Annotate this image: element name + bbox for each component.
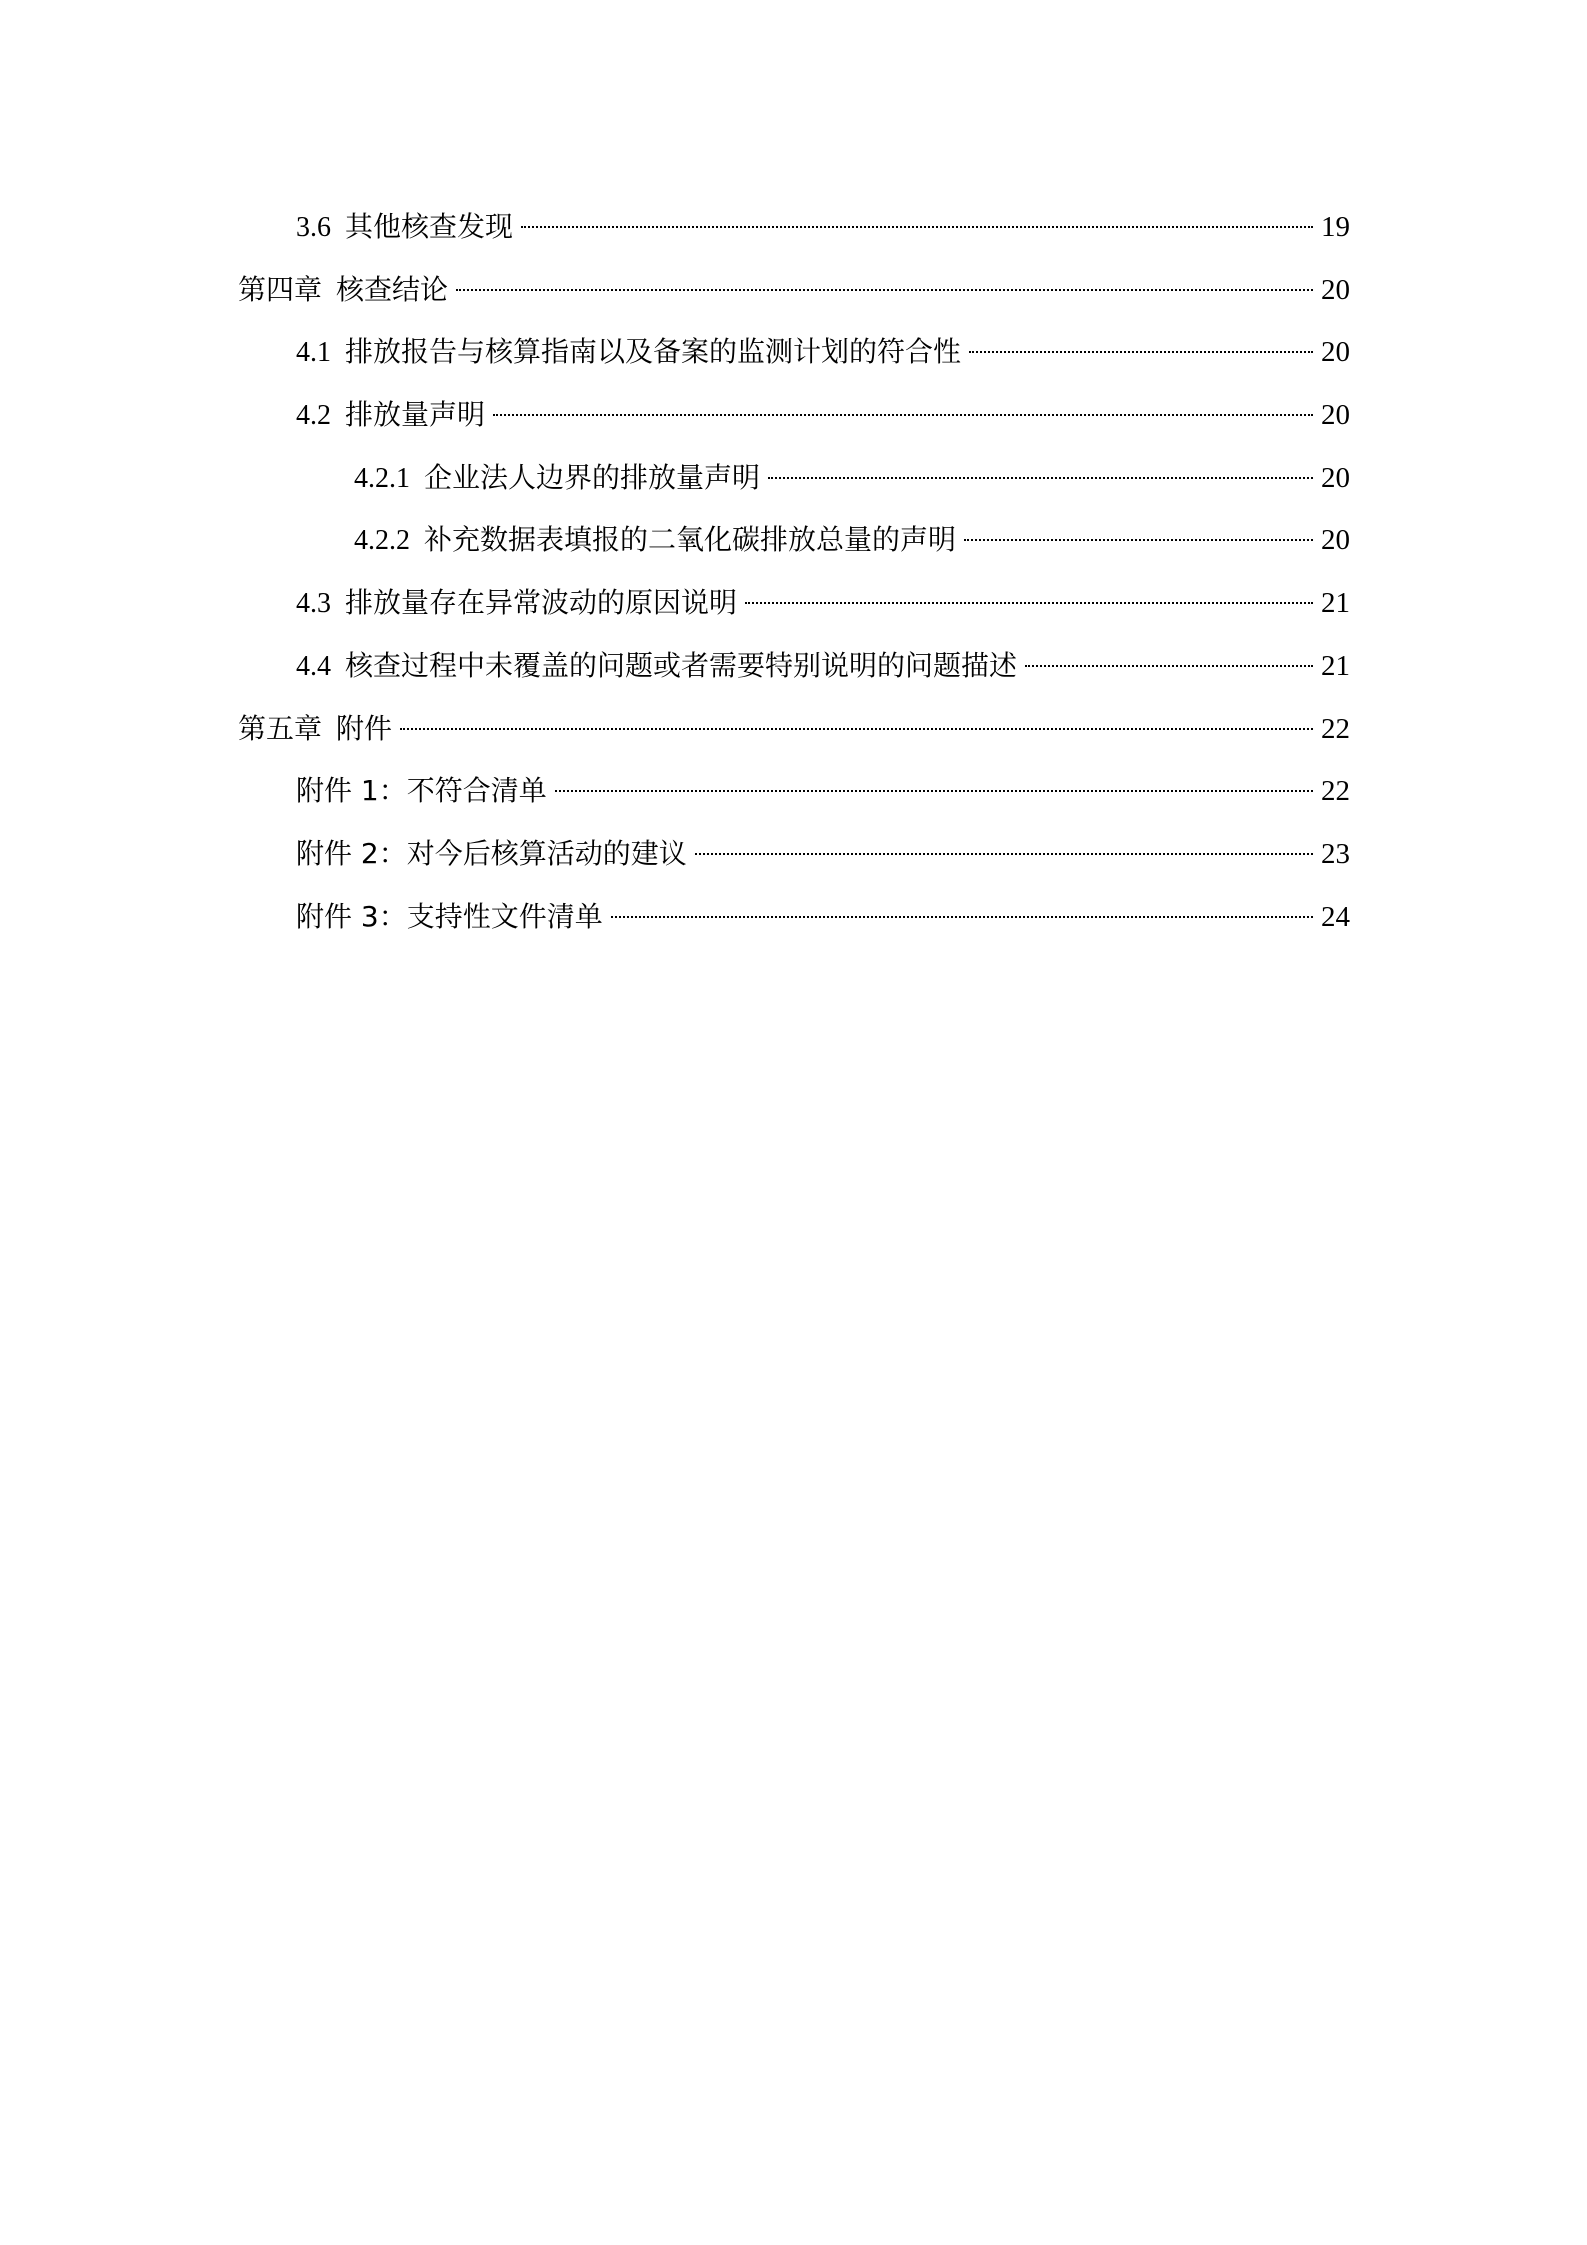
dot-leader [555, 790, 1313, 792]
toc-entry-page: 22 [1321, 712, 1350, 745]
toc-entry-number: 第五章 [238, 711, 323, 745]
dot-leader [745, 602, 1313, 604]
dot-leader [456, 289, 1313, 291]
toc-entry-4-1[interactable] [238, 321, 1350, 384]
toc-entry-number: 4.1 [296, 337, 331, 369]
toc-entry-number: 4.4 [296, 650, 331, 682]
toc-entry-number: 第四章 [238, 272, 323, 306]
toc-entry-number: 4.2 [296, 400, 331, 432]
toc-entry-4-3[interactable] [238, 572, 1350, 635]
dot-leader [521, 226, 1313, 228]
dot-leader [400, 728, 1313, 730]
toc-entry-page: 23 [1321, 837, 1350, 870]
toc-entry-page: 21 [1321, 587, 1350, 620]
toc-entry-chapter-5[interactable] [238, 698, 1350, 761]
toc-entry-page: 20 [1321, 273, 1350, 306]
toc-entry-title: 核查过程中未覆盖的问题或者需要特别说明的问题描述 [345, 648, 1018, 682]
toc-entry-number: 3.6 [296, 212, 331, 243]
toc-entry-title: 企业法人边界的排放量声明 [424, 460, 761, 494]
dot-leader [969, 351, 1313, 353]
toc-entry-3-6[interactable] [238, 196, 1350, 259]
toc-entry-page: 24 [1321, 900, 1350, 933]
toc-entry-title: 其他核查发现 [345, 210, 514, 243]
dot-leader [768, 477, 1313, 479]
toc-entry-title: 排放量声明 [345, 398, 486, 432]
toc-entry-appendix-1[interactable] [238, 760, 1350, 823]
toc-entry-page: 20 [1321, 399, 1350, 432]
toc-entry-title: 附件 2：对今后核算活动的建议 [296, 836, 687, 870]
toc-entry-page: 20 [1321, 524, 1350, 557]
dot-leader [695, 853, 1313, 855]
toc-entry-appendix-2[interactable] [238, 823, 1350, 886]
dot-leader [611, 916, 1313, 918]
toc-entry-page: 20 [1321, 336, 1350, 369]
toc-entry-page: 19 [1321, 211, 1350, 243]
toc-entry-title: 排放报告与核算指南以及备案的监测计划的符合性 [345, 335, 962, 369]
toc-entry-4-4[interactable] [238, 635, 1350, 698]
toc-entry-title: 排放量存在异常波动的原因说明 [345, 586, 738, 620]
toc-entry-number: 4.2.2 [354, 525, 410, 557]
toc-entry-4-2-1[interactable] [238, 447, 1350, 510]
toc-entry-number: 4.2.1 [354, 462, 410, 494]
toc-entry-chapter-4[interactable] [238, 259, 1350, 322]
table-of-contents [238, 196, 1350, 948]
toc-entry-title: 附件 1：不符合清单 [296, 774, 547, 808]
toc-entry-number: 4.3 [296, 588, 331, 620]
toc-entry-title: 补充数据表填报的二氧化碳排放总量的声明 [424, 523, 957, 557]
dot-leader [964, 539, 1313, 541]
toc-entry-page: 20 [1321, 461, 1350, 494]
toc-entry-page: 21 [1321, 649, 1350, 682]
toc-entry-title: 附件 3：支持性文件清单 [296, 899, 603, 933]
toc-entry-title: 附件 [336, 711, 393, 745]
toc-entry-title: 核查结论 [336, 272, 449, 306]
toc-entry-appendix-3[interactable] [238, 886, 1350, 949]
toc-entry-4-2-2[interactable] [238, 509, 1350, 572]
toc-entry-4-2[interactable] [238, 384, 1350, 447]
dot-leader [1025, 665, 1313, 667]
toc-entry-page: 22 [1321, 775, 1350, 808]
dot-leader [493, 414, 1313, 416]
